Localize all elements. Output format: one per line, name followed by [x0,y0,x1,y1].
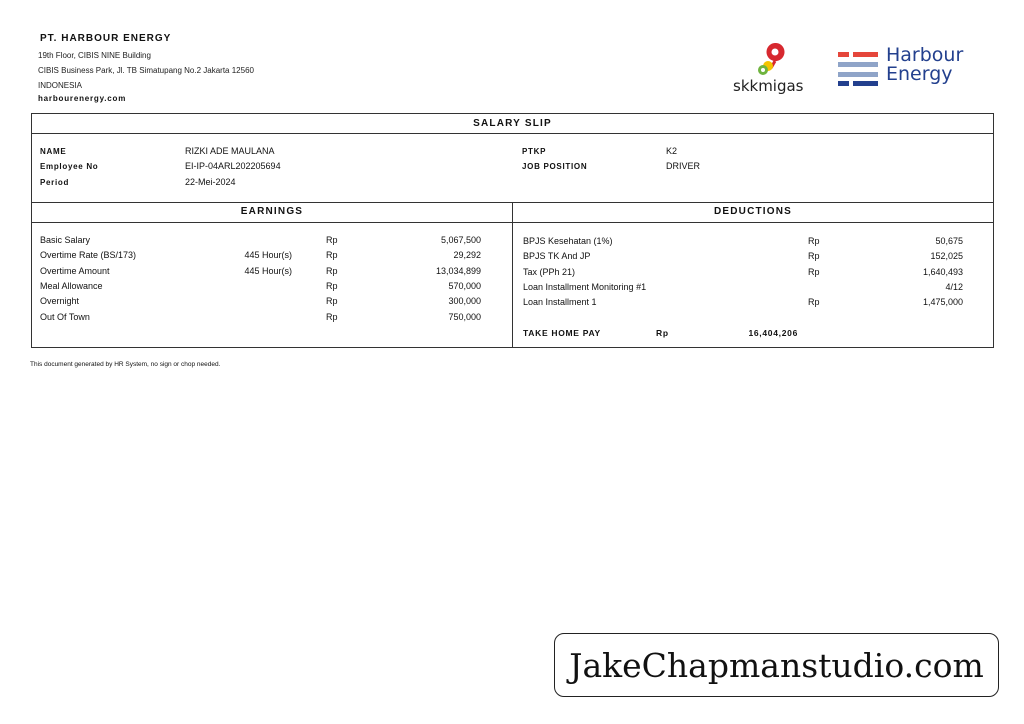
hb-line-2: Energy [886,63,953,85]
earnings-title: EARNINGS [240,206,304,217]
address-country: INDONESIA [38,81,83,90]
footnote: This document generated by HR System, no sign or chop needed. [30,361,221,368]
harbour-energy-stripes-icon [838,52,880,86]
earning-label: Out Of Town [40,311,90,322]
deduction-amount: 1,640,493 [922,266,963,277]
job-position-value: DRIVER [666,161,701,171]
job-position-label: JOB POSITION [522,162,588,171]
salary-slip-title: SALARY SLIP [473,118,552,129]
employee-no-value: EI-IP-04ARL202205694 [185,161,281,171]
earning-currency: Rp [326,265,338,276]
deduction-amount: 4/12 [945,281,963,292]
skkmigas-wordmark: skkmigas [733,77,804,95]
earning-amount: 300,000 [448,296,481,307]
name-value: RIZKI ADE MAULANA [185,146,275,156]
address-line-1: 19th Floor, CIBIS NINE Building [38,51,151,60]
take-home-pay-label: TAKE HOME PAY [523,328,601,338]
deduction-currency: Rp [808,236,820,246]
employee-no-label: Employee No [40,162,99,171]
earning-currency: Rp [326,296,338,307]
harbour-energy-logo [838,46,978,90]
ptkp-label: PTKP [522,147,547,156]
earning-amount: 750,000 [448,311,481,322]
earning-currency: Rp [326,311,338,322]
company-website: harbourenergy.com [38,94,127,103]
earning-hours: 445 Hour(s) [244,250,292,261]
skkmigas-mark-icon [753,40,813,80]
divider [32,222,993,223]
period-value: 22-Mei-2024 [185,177,236,187]
company-name: PT. HARBOUR ENERGY [40,33,172,44]
deduction-currency: Rp [808,266,820,277]
earning-hours: 445 Hour(s) [244,265,292,276]
deduction-label: Loan Installment 1 [523,297,597,308]
deduction-amount: 50,675 [935,236,963,246]
earning-amount: 13,034,899 [435,265,481,276]
deduction-label: BPJS Kesehatan (1%) [523,236,613,246]
skkmigas-logo [733,40,823,100]
deduction-amount: 1,475,000 [922,297,963,308]
earning-label: Meal Allowance [40,280,103,291]
earning-amount: 570,000 [448,280,481,291]
earning-label: Basic Salary [40,235,91,245]
earning-amount: 5,067,500 [440,235,481,245]
hb-line-1: Harbour [886,44,964,66]
column-divider [512,202,513,347]
deduction-label: Tax (PPh 21) [523,266,576,277]
watermark [554,633,999,697]
earning-amount: 29,292 [453,250,481,261]
name-label: NAME [40,147,67,156]
deduction-label: BPJS TK And JP [523,251,591,262]
deduction-amount: 152,025 [930,251,963,262]
deduction-currency: Rp [808,251,820,262]
period-label: Period [40,178,70,187]
watermark-text: JakeChapmanstudio.com [569,645,984,685]
take-home-pay-amount: 16,404,206 [748,328,798,338]
earning-currency: Rp [326,280,338,291]
earning-label: Overnight [40,296,80,307]
ptkp-value: K2 [666,146,678,156]
deduction-label: Loan Installment Monitoring #1 [523,281,647,292]
earning-currency: Rp [326,235,338,245]
deductions-title: DEDUCTIONS [713,206,793,217]
earning-label: Overtime Amount [40,265,110,276]
harbour-energy-wordmark [886,46,963,84]
take-home-pay-currency: Rp [656,328,669,338]
deduction-currency: Rp [808,297,820,308]
address-line-2: CIBIS Business Park, Jl. TB Simatupang No.2 Jakarta 12560 [38,66,254,75]
salary-slip-table [31,113,994,348]
earning-label: Overtime Rate (BS/173) [40,250,137,261]
earning-currency: Rp [326,250,338,261]
divider [32,133,993,134]
